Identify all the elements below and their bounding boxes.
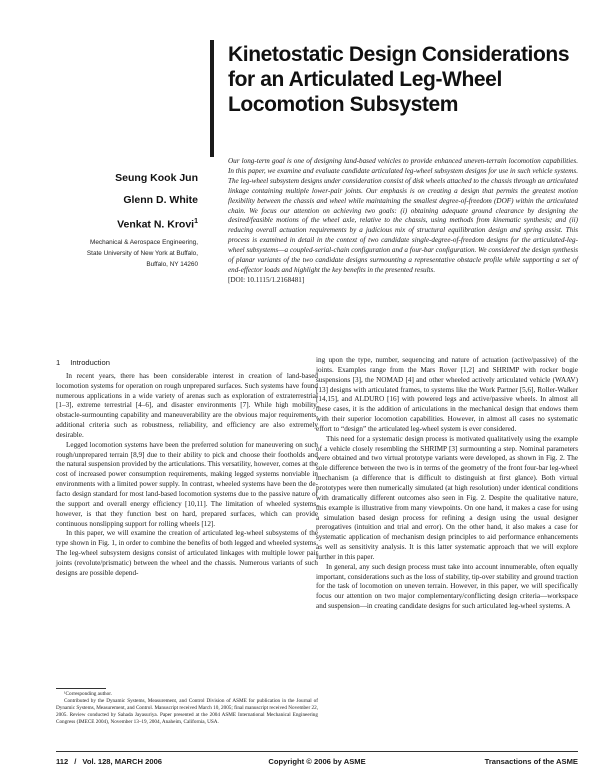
article-title: Kinetostatic Design Considerations for an Articulated Leg-Wheel Locomotion Subsystem xyxy=(228,43,570,116)
abstract xyxy=(228,157,578,286)
affiliation-location: Buffalo, NY 14260 xyxy=(146,260,198,268)
footer-page-info: 112 / Vol. 128, MARCH 2006 xyxy=(56,757,163,766)
left-column xyxy=(56,358,318,579)
author-affiliation xyxy=(40,237,198,270)
paragraph: Legged locomotion systems have been the preferred solution for maneuvering on such rough/unprepared terrain [8,9] due to their ability to pick and choose their footholds and the natural suspension provided by the articulations. This versatility, however, comes at the cost of increased power consumption requirements, making legged systems nonviable in environments with a limited power supply. In contrast, wheeled systems have been the de-facto design standard for most land-based locomotion systems due to the passive nature of the support and overall energy efficiency [10,11]. The limitation of wheeled systems, however, is that they function best on hard, prepared surfaces, which can provide continuous nonslipping support for rolling wheels [12]. xyxy=(56,440,318,528)
footnote: ¹Corresponding author. xyxy=(64,691,112,697)
footnotes xyxy=(56,691,318,726)
section-title: Introduction xyxy=(70,358,110,367)
right-column xyxy=(316,356,578,612)
doi: [DOI: 10.1115/1.2168481] xyxy=(228,275,305,284)
paragraph: In this paper, we will examine the creation of articulated leg-wheel subsystems of the type shown in Fig. 1, in order to combine the benefits of both legged and wheeled systems. The leg-wheel subsystem designs consist of articulated linkages with multiple lower pair joints (revolute/prismatic) between the wheel and the chassis. Numerous variants of such designs are possible depend- xyxy=(56,529,318,577)
paragraph: ing upon the type, number, sequencing and nature of actuation (active/passive) of the joints. Examples range from the Mars Rover [1,2] and SHRIMP with rocker bogie suspensions [3], the NOMAD [4] and other wheeled actively articulated vehicle (WAAV) [13] designs with articulated frames, to systems like the Work Partner [5,6], Roller-Walker [14,15], and ALDURO [16] with powered legs and active/passive wheels. In almost all these cases, it is the addition of articulations in the mechanical design that endows them with their superior locomotion capabilities. However, in almost all cases no systematic effort to “design” the articulated leg-wheel system is ever considered. xyxy=(316,356,578,433)
author-name: Glenn D. White xyxy=(123,194,198,206)
title-rule xyxy=(210,40,214,157)
abstract-text: Our long-term goal is one of designing land-based vehicles to provide enhanced uneven-terrain locomotion capabilities. In this paper, we examine and evaluate candidate articulated leg-wheel subsystem designs for use in such vehicle systems. The leg-wheel subsystem designs under consideration consist of disk wheels attached to the chassis through an articulated linkage containing multiple lower-pair joints. Our emphasis is on creating a design that permits the greatest motion flexibility between the chassis and wheel while maintaining the smallest degree-of-freedom (DOF) within the articulated chain. We focus our attention on achieving two goals: (i) obtaining adequate ground clearance by designing the desired/feasible motions of the wheel axle, relative to the chassis, using methods from kinematic synthesis; and (ii) reducing overall actuation requirements by a judicious mix of structural equilibration design and spring assist. This process is examined in detail in the context of two candidate single-degree-of-freedom designs for the articulated-leg-wheel subsystems—a coupled-serial-chain configuration and a four-bar configuration. We considered the design synthesis of planar variants of the two candidate designs surmounting a representative obstacle profile while supporting a set of end-effector loads and highlight the key benefits in the presented results. xyxy=(228,157,578,274)
volume-info: Vol. 128, MARCH 2006 xyxy=(82,757,163,766)
footnote: Contributed by the Dynamic Systems, Measurement, and Control Division of ASME for publication in the Journal of Dynamic Systems, Measurement, and Control. Manuscript received March 10, 2005; final manuscript received November 22, 2005. Review conducted by Sahada Jayasuriya. Paper presented at the 2004 ASME International Mechanical Engineering Congress (IMECE 2004), November 13–19, 2004, Anaheim, California, USA. xyxy=(56,698,318,726)
paragraph: In recent years, there has been considerable interest in creation of land-based locomotion systems for operation on rough unprepared surfaces. Such systems have found numerous applications in a wide variety of arenas such as exploration of extraterrestrial [1–3], extreme terrestrial [4–6], and disaster environments [7]. While high mobility, obstacle-surmounting capability and maneuverability are the obvious major requirements, additional criteria such as robustness, reliability, and efficiency are also extremely desirable. xyxy=(56,371,318,439)
copyright: Copyright © 2006 by ASME xyxy=(268,757,366,766)
paragraph: This need for a systematic design process is motivated qualitatively using the example of a vehicle closely resembling the SHRIMP [3] surmounting a step. Nominal parameters were obtained and two virtual prototype variants were developed, as shown in Fig. 2. The sole difference between the two is in terms of the geometry of the front four-bar leg-wheel mechanism (a difference that is difficult to distinguish at first glance). Both virtual prototypes were then numerically simulated (at high resolution) under identical conditions with dramatically different outcomes also seen in Fig. 2. Despite the qualitative nature, this example is illustrative from many viewpoints. On one hand, it makes a case for using a simulation based design process for refining a design using the usual designer prerogatives (intuition and trial and error). On the other hand, it also makes a case for systematic application of mechanism design principles to aid performance enhancements as well as sensitivity analysis. It is this latter systematic approach that we will explore further in this paper. xyxy=(316,434,578,561)
author-name: Seung Kook Jun xyxy=(115,172,198,184)
author-footnote-mark: 1 xyxy=(194,218,198,225)
affiliation-university: State University of New York at Buffalo, xyxy=(86,249,198,257)
author-block xyxy=(40,167,198,270)
page-number: 112 xyxy=(56,757,69,766)
footnote-rule xyxy=(56,688,106,689)
author-name: Venkat N. Krovi$^1$ xyxy=(117,218,198,231)
section-number: 1 xyxy=(56,358,61,367)
affiliation-department: Mechanical & Aerospace Engineering, xyxy=(90,238,198,246)
footer-rule xyxy=(56,751,578,752)
section-heading xyxy=(56,358,318,368)
paragraph: In general, any such design process must take into account innumerable, often equally important, considerations such as the loss of stability, tip-over stability and ground traction for the task of locomotion on uneven terrain. However, in this paper, we will specifically focus our attention on two major complementary/conflicting design criteria—workspace and suspension—in creating candidate designs for such articulated leg-wheel systems. A xyxy=(316,562,578,611)
journal-name: Transactions of the ASME xyxy=(484,757,578,766)
page-footer xyxy=(56,757,578,769)
